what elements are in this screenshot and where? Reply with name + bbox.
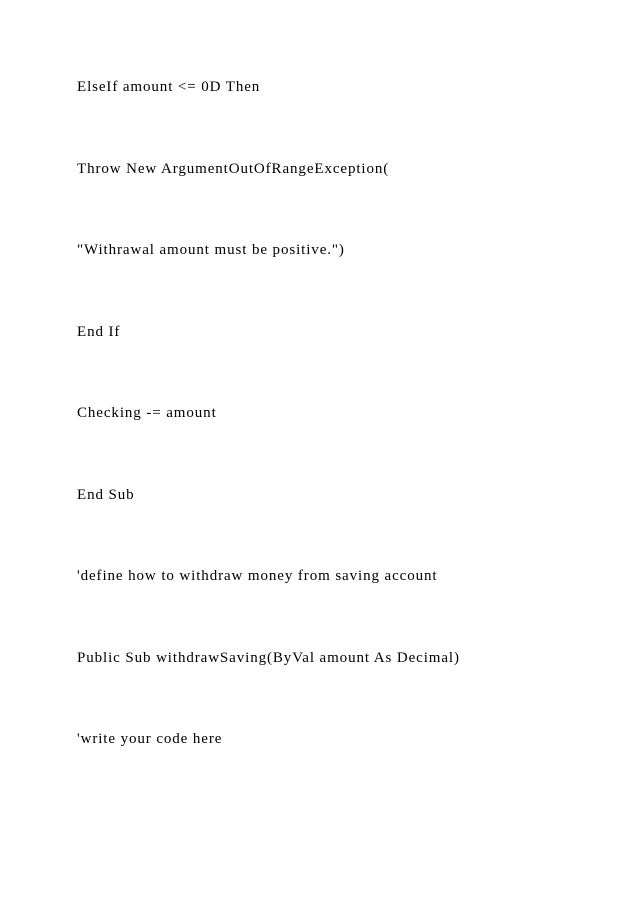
code-line-checking-subtract: Checking -= amount: [77, 405, 217, 421]
code-line-end-sub: End Sub: [77, 487, 135, 503]
code-line-public-sub: Public Sub withdrawSaving(ByVal amount As Decimal): [77, 650, 460, 666]
code-line-elseif: ElseIf amount <= 0D Then: [77, 79, 261, 95]
code-comment-write-code: 'write your code here: [77, 731, 223, 747]
code-line-end-if: End If: [77, 324, 121, 340]
code-comment-define-withdraw: 'define how to withdraw money from saving account: [77, 568, 438, 584]
code-line-throw: Throw New ArgumentOutOfRangeException(: [77, 161, 390, 177]
code-line-error-message: "Withrawal amount must be positive."): [77, 242, 345, 258]
